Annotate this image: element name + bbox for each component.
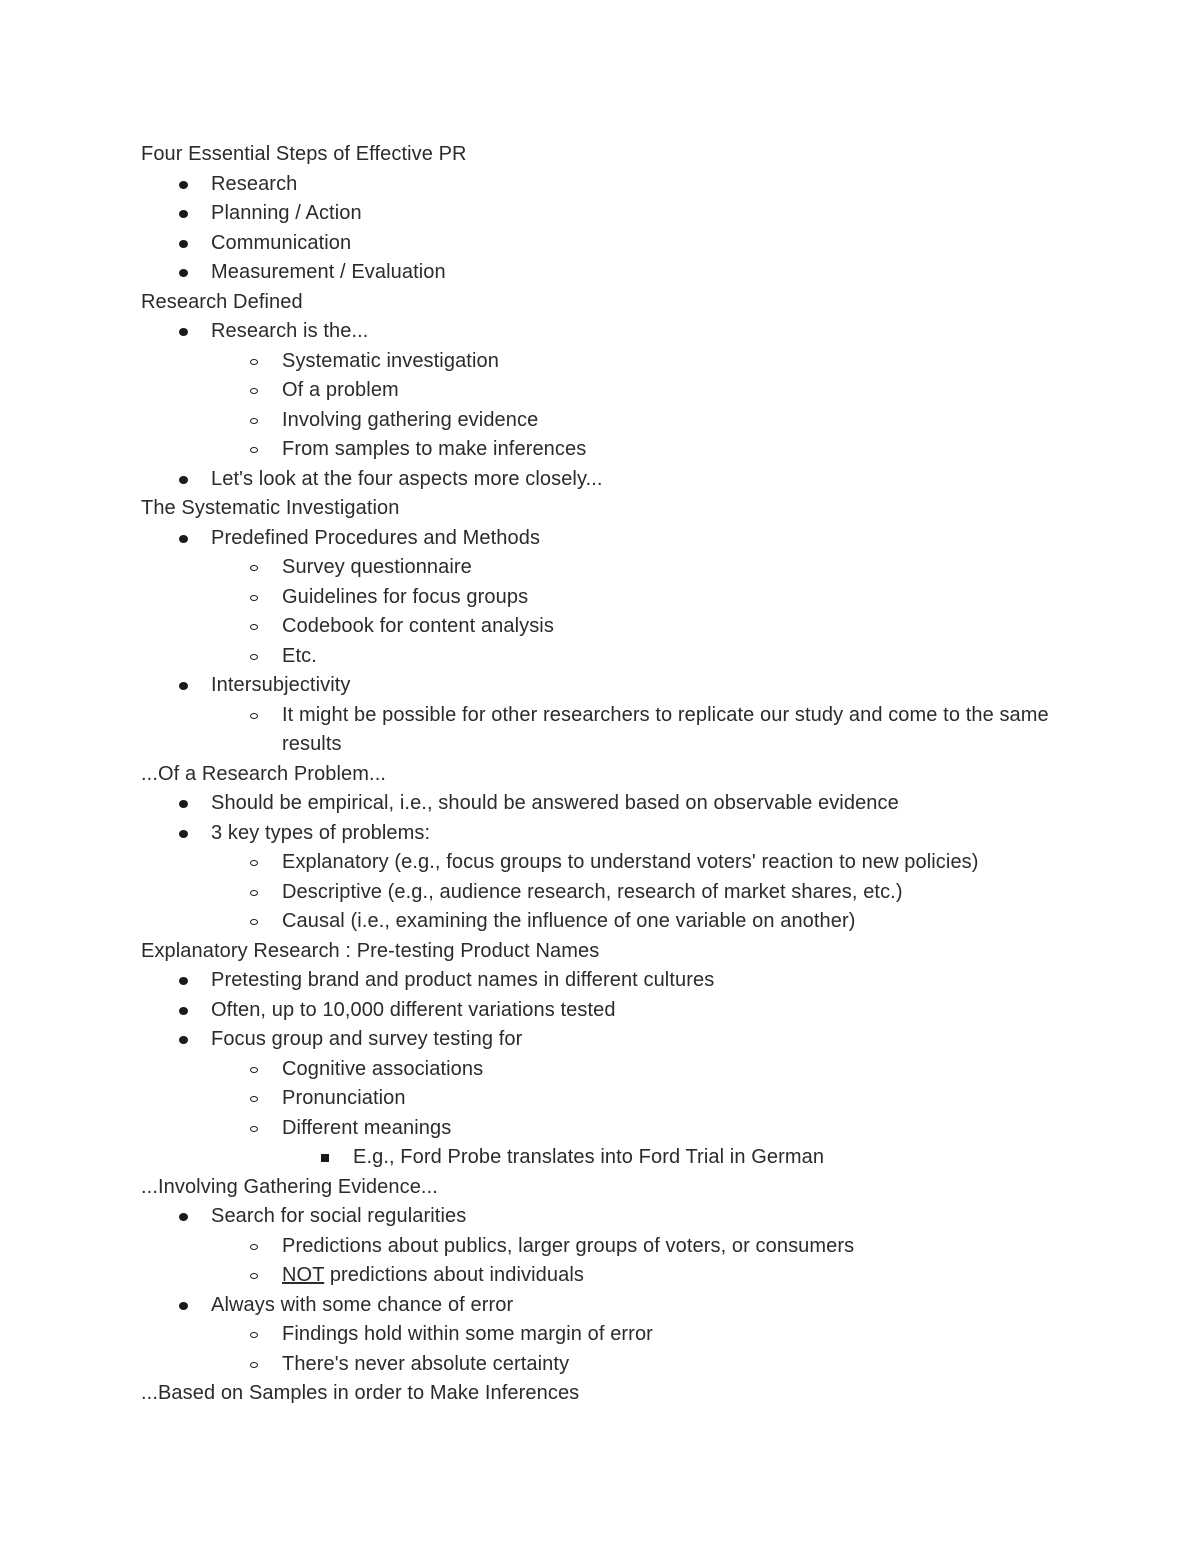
sub-list-item: Etc. xyxy=(141,642,1061,672)
sub-sub-list-item: E.g., Ford Probe translates into Ford Trial in German xyxy=(141,1143,1061,1173)
sub-list-item: Findings hold within some margin of error xyxy=(141,1320,1061,1350)
sub-list-item: Involving gathering evidence xyxy=(141,406,1061,436)
hollow-bullet-icon xyxy=(250,1244,258,1250)
filled-bullet-icon xyxy=(179,181,188,189)
hollow-bullet-icon xyxy=(250,595,258,601)
square-bullet-icon xyxy=(321,1154,329,1162)
sub-list-item: Of a problem xyxy=(141,376,1061,406)
list-item: Research is the... xyxy=(141,317,1061,347)
sub-list-item: Different meanings xyxy=(141,1114,1061,1144)
list-item: Measurement / Evaluation xyxy=(141,258,1061,288)
list-item: 3 key types of problems: xyxy=(141,819,1061,849)
list-item: Should be empirical, i.e., should be answered based on observable evidence xyxy=(141,789,1061,819)
section-heading: ...Based on Samples in order to Make Inferences xyxy=(141,1382,580,1404)
hollow-bullet-icon xyxy=(250,1273,258,1279)
list-item: Predefined Procedures and Methods xyxy=(141,524,1061,554)
list-item: Research xyxy=(141,170,1061,200)
hollow-bullet-icon xyxy=(250,654,258,660)
hollow-bullet-icon xyxy=(250,359,258,365)
sub-list-item: Predictions about publics, larger groups of voters, or consumers xyxy=(141,1232,1061,1262)
hollow-bullet-icon xyxy=(250,1067,258,1073)
underlined-text: NOT xyxy=(282,1264,325,1286)
filled-bullet-icon xyxy=(179,1302,188,1310)
list-item: Search for social regularities xyxy=(141,1202,1061,1232)
list-item: Always with some chance of error xyxy=(141,1291,1061,1321)
filled-bullet-icon xyxy=(179,1036,188,1044)
list-item: Let's look at the four aspects more closely... xyxy=(141,465,1061,495)
section-heading: Explanatory Research : Pre-testing Product Names xyxy=(141,939,600,962)
hollow-bullet-icon xyxy=(250,1332,258,1338)
sub-list-item: It might be possible for other researchers to replicate our study and come to the same results xyxy=(141,701,1061,760)
sub-list-item: NOT predictions about individuals xyxy=(141,1261,1061,1291)
filled-bullet-icon xyxy=(179,240,188,248)
sub-list-item: Cognitive associations xyxy=(141,1055,1061,1085)
section-heading: ...Of a Research Problem... xyxy=(141,762,387,785)
filled-bullet-icon xyxy=(179,535,188,543)
sub-list-item: Causal (i.e., examining the influence of one variable on another) xyxy=(141,907,1061,937)
hollow-bullet-icon xyxy=(250,860,258,866)
filled-bullet-icon xyxy=(179,800,188,808)
sub-list-item: Pronunciation xyxy=(141,1084,1061,1114)
sub-list-item: There's never absolute certainty xyxy=(141,1350,1061,1380)
filled-bullet-icon xyxy=(179,210,188,218)
filled-bullet-icon xyxy=(179,977,188,985)
hollow-bullet-icon xyxy=(250,1126,258,1132)
list-item: Pretesting brand and product names in different cultures xyxy=(141,966,1061,996)
sub-list-item: Explanatory (e.g., focus groups to understand voters' reaction to new policies) xyxy=(141,848,1061,878)
sub-list-item: Survey questionnaire xyxy=(141,553,1061,583)
sub-list-item: Systematic investigation xyxy=(141,347,1061,377)
filled-bullet-icon xyxy=(179,269,188,277)
list-item: Intersubjectivity xyxy=(141,671,1061,701)
sub-list-item: From samples to make inferences xyxy=(141,435,1061,465)
section-heading: Research Defined xyxy=(141,290,303,313)
list-item: Planning / Action xyxy=(141,199,1061,229)
hollow-bullet-icon xyxy=(250,919,258,925)
filled-bullet-icon xyxy=(179,328,188,336)
section-heading: ...Involving Gathering Evidence... xyxy=(141,1175,438,1198)
filled-bullet-icon xyxy=(179,476,188,484)
filled-bullet-icon xyxy=(179,1007,188,1015)
list-item: Communication xyxy=(141,229,1061,259)
hollow-bullet-icon xyxy=(250,624,258,630)
list-item: Often, up to 10,000 different variations tested xyxy=(141,996,1061,1026)
list-item: Focus group and survey testing for xyxy=(141,1025,1061,1055)
hollow-bullet-icon xyxy=(250,890,258,896)
section-heading: Four Essential Steps of Effective PR xyxy=(141,143,467,165)
hollow-bullet-icon xyxy=(250,1096,258,1102)
section-heading: The Systematic Investigation xyxy=(141,497,400,519)
hollow-bullet-icon xyxy=(250,447,258,453)
sub-list-item: Guidelines for focus groups xyxy=(141,583,1061,613)
hollow-bullet-icon xyxy=(250,565,258,571)
hollow-bullet-icon xyxy=(250,713,258,719)
filled-bullet-icon xyxy=(179,830,188,838)
hollow-bullet-icon xyxy=(250,418,258,424)
filled-bullet-icon xyxy=(179,682,188,690)
hollow-bullet-icon xyxy=(250,1362,258,1368)
hollow-bullet-icon xyxy=(250,388,258,394)
sub-list-item: Codebook for content analysis xyxy=(141,612,1061,642)
filled-bullet-icon xyxy=(179,1213,188,1221)
sub-list-item: Descriptive (e.g., audience research, research of market shares, etc.) xyxy=(141,878,1061,908)
document-body xyxy=(141,140,1061,1409)
